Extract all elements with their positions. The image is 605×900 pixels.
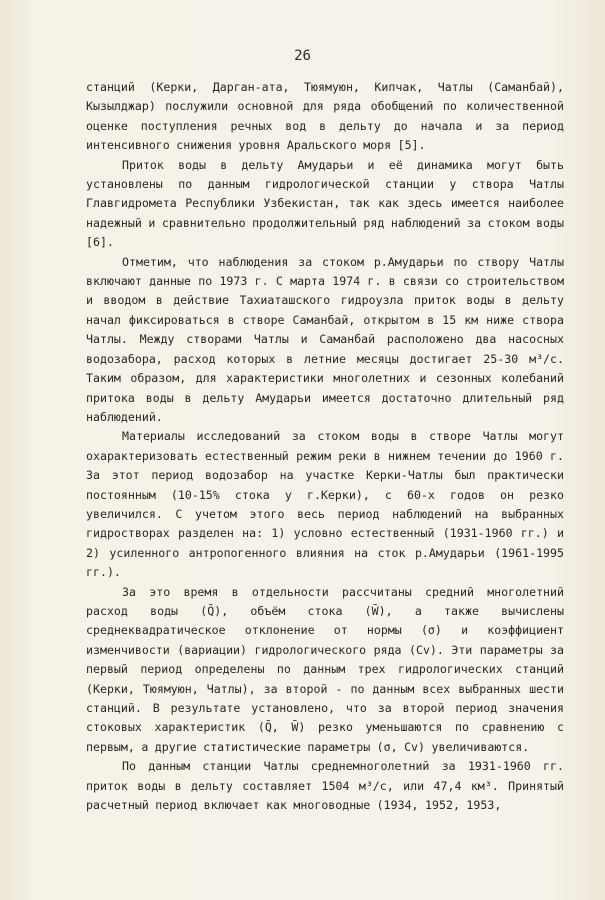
page-number: 26 bbox=[294, 48, 311, 64]
body-text bbox=[86, 78, 564, 815]
paragraph-stations: станций (Керки, Дарган-ата, Тюямуюн, Кипчак, Чатлы (Саманбай), Кызылджар) послужили основной для ряда обобщений по количественной оценке поступления речных вод в дельту до начала и за период интенсивного снижения уровня Аральского моря [5]. bbox=[86, 80, 564, 153]
paragraph-natural-regime: Материалы исследований за стоком воды в створе Чатлы могут охарактеризовать естественный режим реки в нижнем течении до 1960 г. За этот период водозабор на участке Керки-Чатлы был практически постоянным (10-15% стока у г.Керки), с 60-х годов он резко увеличился. С учетом этого весь период наблюдений на выбранных гидростворах разделен на: 1) условно естественный (1931-1960 гг.) и 2) усиленного антропогенного влияния на сток р.Амударьи (1961-1995 гг.). bbox=[86, 429, 564, 580]
paragraph-inflow-dynamics: Приток воды в дельту Амударьи и её динамика могут быть установлены по данным гидрологической станции у створа Чатлы Главгидромета Республики Узбекистан, так как здесь имеется наиболее надежный и сравнительно продолжительный ряд наблюдений за стоком воды [6]. bbox=[86, 157, 564, 250]
paragraph-chatly-inflow: По данным станции Чатлы среднемноголетний за 1931-1960 гг. приток воды в дельту составляет 1504 м³/с, или 47,4 км³. Принятый расчетный период включает как многоводные (1934, 1952, 1953, bbox=[86, 759, 564, 813]
paragraph-statistics: За это время в отдельности рассчитаны средний многолетний расход воды (Q̄), объём стока (W̄), а также вычислены среднеквадратическое отклонение от нормы (σ) и коэффициент изменчивости (вариации) гидрологического ряда (Cv). Эти параметры за первый период определены по данным трех гидрологических станций (Керки, Тюямуюн, Чатлы), за второй - по данным всех выбранных шести станций. В результате установлено, что за второй период значения стоковых характеристик (Q̄, W̄) резко уменьшаются по сравнению с первым, а другие статистические параметры (σ, Cv) увеличиваются. bbox=[86, 584, 564, 754]
paragraph-observations: Отметим, что наблюдения за стоком р.Амударьи по створу Чатлы включают данные по 1973 г. С марта 1974 г. в связи со строительством и вводом в действие Тахиаташского гидроузла приток воды в дельту начал фиксироваться в створе Саманбай, открытом в 15 км ниже створа Чатлы. Между створами Чатлы и Саманбай расположено два насосных водозабора, расход которых в летние месяцы достигает 25-30 м³/с. Таким образом, для характеристики многолетних и сезонных колебаний притока воды в дельту Амударьи имеется достаточно длительный ряд наблюдений. bbox=[86, 254, 564, 424]
